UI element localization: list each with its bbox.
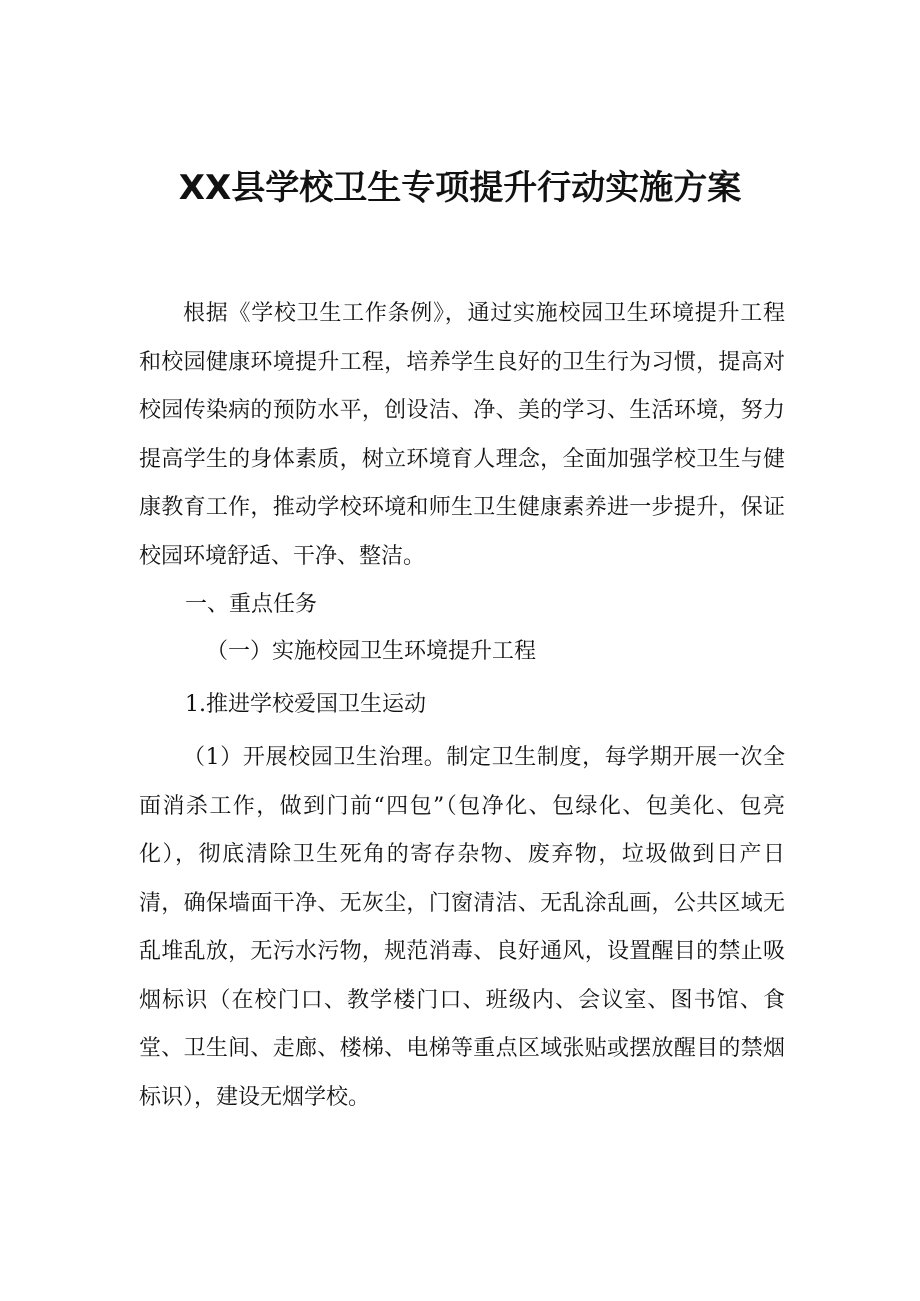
item-paragraph: （1）开展校园卫生治理。制定卫生制度，每学期开展一次全面消杀工作，做到门前“四包”（包净化、包绿化、包美化、包亮化），彻底清除卫生死角的寄存杂物、废弃物，垃圾做到日产日清，确保墙面干净、无灰尘，门窗清洁、无乱涂乱画，公共区域无乱堆乱放，无污水污物，规范消毒、良好通风，设置醒目的禁止吸烟标识（在校门口、教学楼门口、班级内、会议室、图书馆、食堂、卫生间、走廊、楼梯、电梯等重点区域张贴或摆放醒目的禁烟标识），建设无烟学校。	[139, 745, 785, 1110]
item-heading: 1.推进学校爱国卫生运动	[185, 692, 426, 717]
section-heading: 一、重点任务	[185, 592, 318, 617]
subsection-heading: （一）实施校园卫生环境提升工程	[206, 639, 537, 664]
document-title: XX县学校卫生专项提升行动实施方案	[178, 168, 742, 208]
intro-paragraph: 根据《学校卫生工作条例》，通过实施校园卫生环境提升工程和校园健康环境提升工程，培养学生良好的卫生行为习惯，提高对校园传染病的预防水平，创设洁、净、美的学习、生活环境，努力提高学生的身体素质，树立环境育人理念，全面加强学校卫生与健康教育工作，推动学校环境和师生卫生健康素养进一步提升，保证校园环境舒适、干净、整洁。	[139, 301, 785, 569]
